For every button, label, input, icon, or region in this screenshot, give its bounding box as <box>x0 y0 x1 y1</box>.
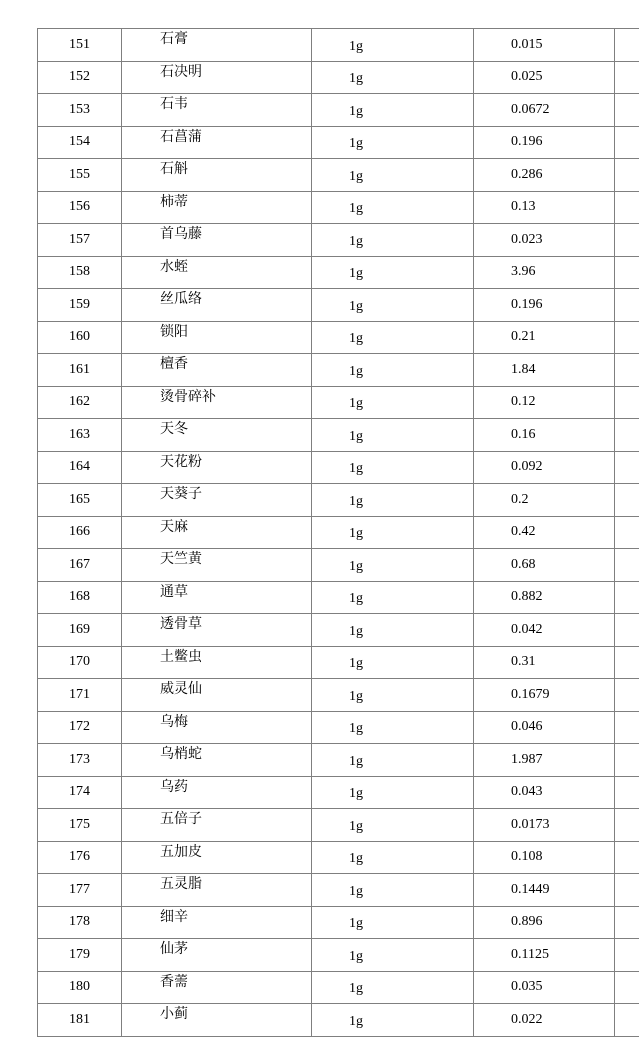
note-cell <box>615 646 639 679</box>
herb-name-cell: 五加皮 <box>122 841 312 874</box>
table-row <box>38 646 639 679</box>
table-row <box>38 191 639 224</box>
row-number-cell: 175 <box>38 809 122 842</box>
table-row <box>38 419 639 452</box>
note-cell <box>615 159 639 192</box>
unit-cell: 1g <box>312 191 474 224</box>
row-number-cell: 154 <box>38 126 122 159</box>
price-cell: 0.1679 <box>474 679 615 712</box>
price-cell: 0.1125 <box>474 939 615 972</box>
unit-cell: 1g <box>312 646 474 679</box>
unit-cell: 1g <box>312 939 474 972</box>
price-cell: 0.0173 <box>474 809 615 842</box>
row-number-cell: 170 <box>38 646 122 679</box>
herb-name-cell: 威灵仙 <box>122 679 312 712</box>
herb-name-cell: 天冬 <box>122 419 312 452</box>
row-number-cell: 160 <box>38 321 122 354</box>
unit-cell: 1g <box>312 679 474 712</box>
unit-cell: 1g <box>312 29 474 62</box>
herb-name-cell: 丝瓜络 <box>122 289 312 322</box>
note-cell <box>615 191 639 224</box>
price-cell: 1.84 <box>474 354 615 387</box>
price-cell: 0.108 <box>474 841 615 874</box>
table-row <box>38 776 639 809</box>
note-cell <box>615 94 639 127</box>
table-row <box>38 614 639 647</box>
herb-name-cell: 乌梅 <box>122 711 312 744</box>
note-cell <box>615 549 639 582</box>
table-row <box>38 484 639 517</box>
row-number-cell: 164 <box>38 451 122 484</box>
herb-name-cell: 透骨草 <box>122 614 312 647</box>
table-row <box>38 289 639 322</box>
unit-cell: 1g <box>312 711 474 744</box>
note-cell <box>615 679 639 712</box>
herb-name-cell: 柿蒂 <box>122 191 312 224</box>
note-cell <box>615 614 639 647</box>
table-row <box>38 939 639 972</box>
table-row <box>38 61 639 94</box>
note-cell <box>615 484 639 517</box>
unit-cell: 1g <box>312 906 474 939</box>
note-cell <box>615 874 639 907</box>
row-number-cell: 155 <box>38 159 122 192</box>
row-number-cell: 173 <box>38 744 122 777</box>
unit-cell: 1g <box>312 61 474 94</box>
row-number-cell: 178 <box>38 906 122 939</box>
table-row <box>38 581 639 614</box>
note-cell <box>615 354 639 387</box>
row-number-cell: 177 <box>38 874 122 907</box>
unit-cell: 1g <box>312 419 474 452</box>
price-cell: 0.42 <box>474 516 615 549</box>
herb-price-table <box>37 28 639 1037</box>
table-row <box>38 354 639 387</box>
herb-name-cell: 天花粉 <box>122 451 312 484</box>
note-cell <box>615 1004 639 1037</box>
note-cell <box>615 809 639 842</box>
unit-cell: 1g <box>312 516 474 549</box>
herb-name-cell: 土鳖虫 <box>122 646 312 679</box>
price-cell: 0.68 <box>474 549 615 582</box>
price-cell: 0.896 <box>474 906 615 939</box>
row-number-cell: 153 <box>38 94 122 127</box>
table-row <box>38 516 639 549</box>
row-number-cell: 171 <box>38 679 122 712</box>
price-cell: 0.13 <box>474 191 615 224</box>
row-number-cell: 152 <box>38 61 122 94</box>
table-row <box>38 809 639 842</box>
price-cell: 0.022 <box>474 1004 615 1037</box>
herb-name-cell: 通草 <box>122 581 312 614</box>
note-cell <box>615 224 639 257</box>
unit-cell: 1g <box>312 614 474 647</box>
unit-cell: 1g <box>312 971 474 1004</box>
price-cell: 0.196 <box>474 126 615 159</box>
price-cell: 0.092 <box>474 451 615 484</box>
row-number-cell: 161 <box>38 354 122 387</box>
row-number-cell: 159 <box>38 289 122 322</box>
table-body <box>38 29 639 1037</box>
unit-cell: 1g <box>312 1004 474 1037</box>
note-cell <box>615 971 639 1004</box>
herb-name-cell: 乌梢蛇 <box>122 744 312 777</box>
unit-cell: 1g <box>312 451 474 484</box>
note-cell <box>615 776 639 809</box>
price-cell: 0.12 <box>474 386 615 419</box>
price-cell: 0.2 <box>474 484 615 517</box>
herb-name-cell: 五倍子 <box>122 809 312 842</box>
unit-cell: 1g <box>312 224 474 257</box>
table-row <box>38 906 639 939</box>
note-cell <box>615 711 639 744</box>
note-cell <box>615 29 639 62</box>
herb-name-cell: 水蛭 <box>122 256 312 289</box>
unit-cell: 1g <box>312 841 474 874</box>
table-row <box>38 451 639 484</box>
note-cell <box>615 419 639 452</box>
herb-name-cell: 仙茅 <box>122 939 312 972</box>
herb-name-cell: 乌药 <box>122 776 312 809</box>
note-cell <box>615 321 639 354</box>
herb-name-cell: 石菖蒲 <box>122 126 312 159</box>
table-row <box>38 386 639 419</box>
herb-name-cell: 石膏 <box>122 29 312 62</box>
unit-cell: 1g <box>312 744 474 777</box>
herb-name-cell: 小蓟 <box>122 1004 312 1037</box>
herb-name-cell: 天葵子 <box>122 484 312 517</box>
table-row <box>38 321 639 354</box>
row-number-cell: 176 <box>38 841 122 874</box>
table-row <box>38 1004 639 1037</box>
table-row <box>38 841 639 874</box>
table-row <box>38 29 639 62</box>
note-cell <box>615 516 639 549</box>
row-number-cell: 181 <box>38 1004 122 1037</box>
herb-name-cell: 石斛 <box>122 159 312 192</box>
note-cell <box>615 61 639 94</box>
unit-cell: 1g <box>312 289 474 322</box>
unit-cell: 1g <box>312 776 474 809</box>
herb-name-cell: 细辛 <box>122 906 312 939</box>
unit-cell: 1g <box>312 809 474 842</box>
row-number-cell: 168 <box>38 581 122 614</box>
price-cell: 0.882 <box>474 581 615 614</box>
herb-name-cell: 锁阳 <box>122 321 312 354</box>
row-number-cell: 172 <box>38 711 122 744</box>
table-row <box>38 224 639 257</box>
row-number-cell: 179 <box>38 939 122 972</box>
herb-name-cell: 石韦 <box>122 94 312 127</box>
table-row <box>38 744 639 777</box>
herb-name-cell: 五灵脂 <box>122 874 312 907</box>
price-cell: 0.043 <box>474 776 615 809</box>
herb-name-cell: 石决明 <box>122 61 312 94</box>
table-row <box>38 94 639 127</box>
table-row <box>38 159 639 192</box>
table-row <box>38 971 639 1004</box>
price-cell: 0.0672 <box>474 94 615 127</box>
herb-name-cell: 檀香 <box>122 354 312 387</box>
price-cell: 0.196 <box>474 289 615 322</box>
price-cell: 0.015 <box>474 29 615 62</box>
herb-name-cell: 烫骨碎补 <box>122 386 312 419</box>
row-number-cell: 151 <box>38 29 122 62</box>
table-row <box>38 126 639 159</box>
price-cell: 0.023 <box>474 224 615 257</box>
price-cell: 0.1449 <box>474 874 615 907</box>
note-cell <box>615 939 639 972</box>
row-number-cell: 180 <box>38 971 122 1004</box>
herb-name-cell: 天竺黄 <box>122 549 312 582</box>
unit-cell: 1g <box>312 484 474 517</box>
unit-cell: 1g <box>312 94 474 127</box>
unit-cell: 1g <box>312 581 474 614</box>
herb-name-cell: 首乌藤 <box>122 224 312 257</box>
note-cell <box>615 256 639 289</box>
table-row <box>38 679 639 712</box>
unit-cell: 1g <box>312 549 474 582</box>
unit-cell: 1g <box>312 321 474 354</box>
price-cell: 0.286 <box>474 159 615 192</box>
row-number-cell: 162 <box>38 386 122 419</box>
table-row <box>38 549 639 582</box>
unit-cell: 1g <box>312 159 474 192</box>
table-row <box>38 711 639 744</box>
note-cell <box>615 906 639 939</box>
price-cell: 0.035 <box>474 971 615 1004</box>
herb-name-cell: 天麻 <box>122 516 312 549</box>
note-cell <box>615 744 639 777</box>
table-row <box>38 874 639 907</box>
herb-name-cell: 香薷 <box>122 971 312 1004</box>
price-cell: 0.31 <box>474 646 615 679</box>
price-cell: 0.16 <box>474 419 615 452</box>
price-cell: 0.025 <box>474 61 615 94</box>
price-cell: 0.21 <box>474 321 615 354</box>
row-number-cell: 174 <box>38 776 122 809</box>
note-cell <box>615 126 639 159</box>
table-row <box>38 256 639 289</box>
row-number-cell: 163 <box>38 419 122 452</box>
row-number-cell: 157 <box>38 224 122 257</box>
row-number-cell: 165 <box>38 484 122 517</box>
price-cell: 1.987 <box>474 744 615 777</box>
unit-cell: 1g <box>312 386 474 419</box>
note-cell <box>615 451 639 484</box>
note-cell <box>615 581 639 614</box>
price-cell: 0.042 <box>474 614 615 647</box>
unit-cell: 1g <box>312 256 474 289</box>
row-number-cell: 166 <box>38 516 122 549</box>
note-cell <box>615 386 639 419</box>
note-cell <box>615 841 639 874</box>
price-cell: 3.96 <box>474 256 615 289</box>
unit-cell: 1g <box>312 874 474 907</box>
unit-cell: 1g <box>312 126 474 159</box>
note-cell <box>615 289 639 322</box>
row-number-cell: 167 <box>38 549 122 582</box>
price-cell: 0.046 <box>474 711 615 744</box>
row-number-cell: 156 <box>38 191 122 224</box>
unit-cell: 1g <box>312 354 474 387</box>
row-number-cell: 169 <box>38 614 122 647</box>
row-number-cell: 158 <box>38 256 122 289</box>
